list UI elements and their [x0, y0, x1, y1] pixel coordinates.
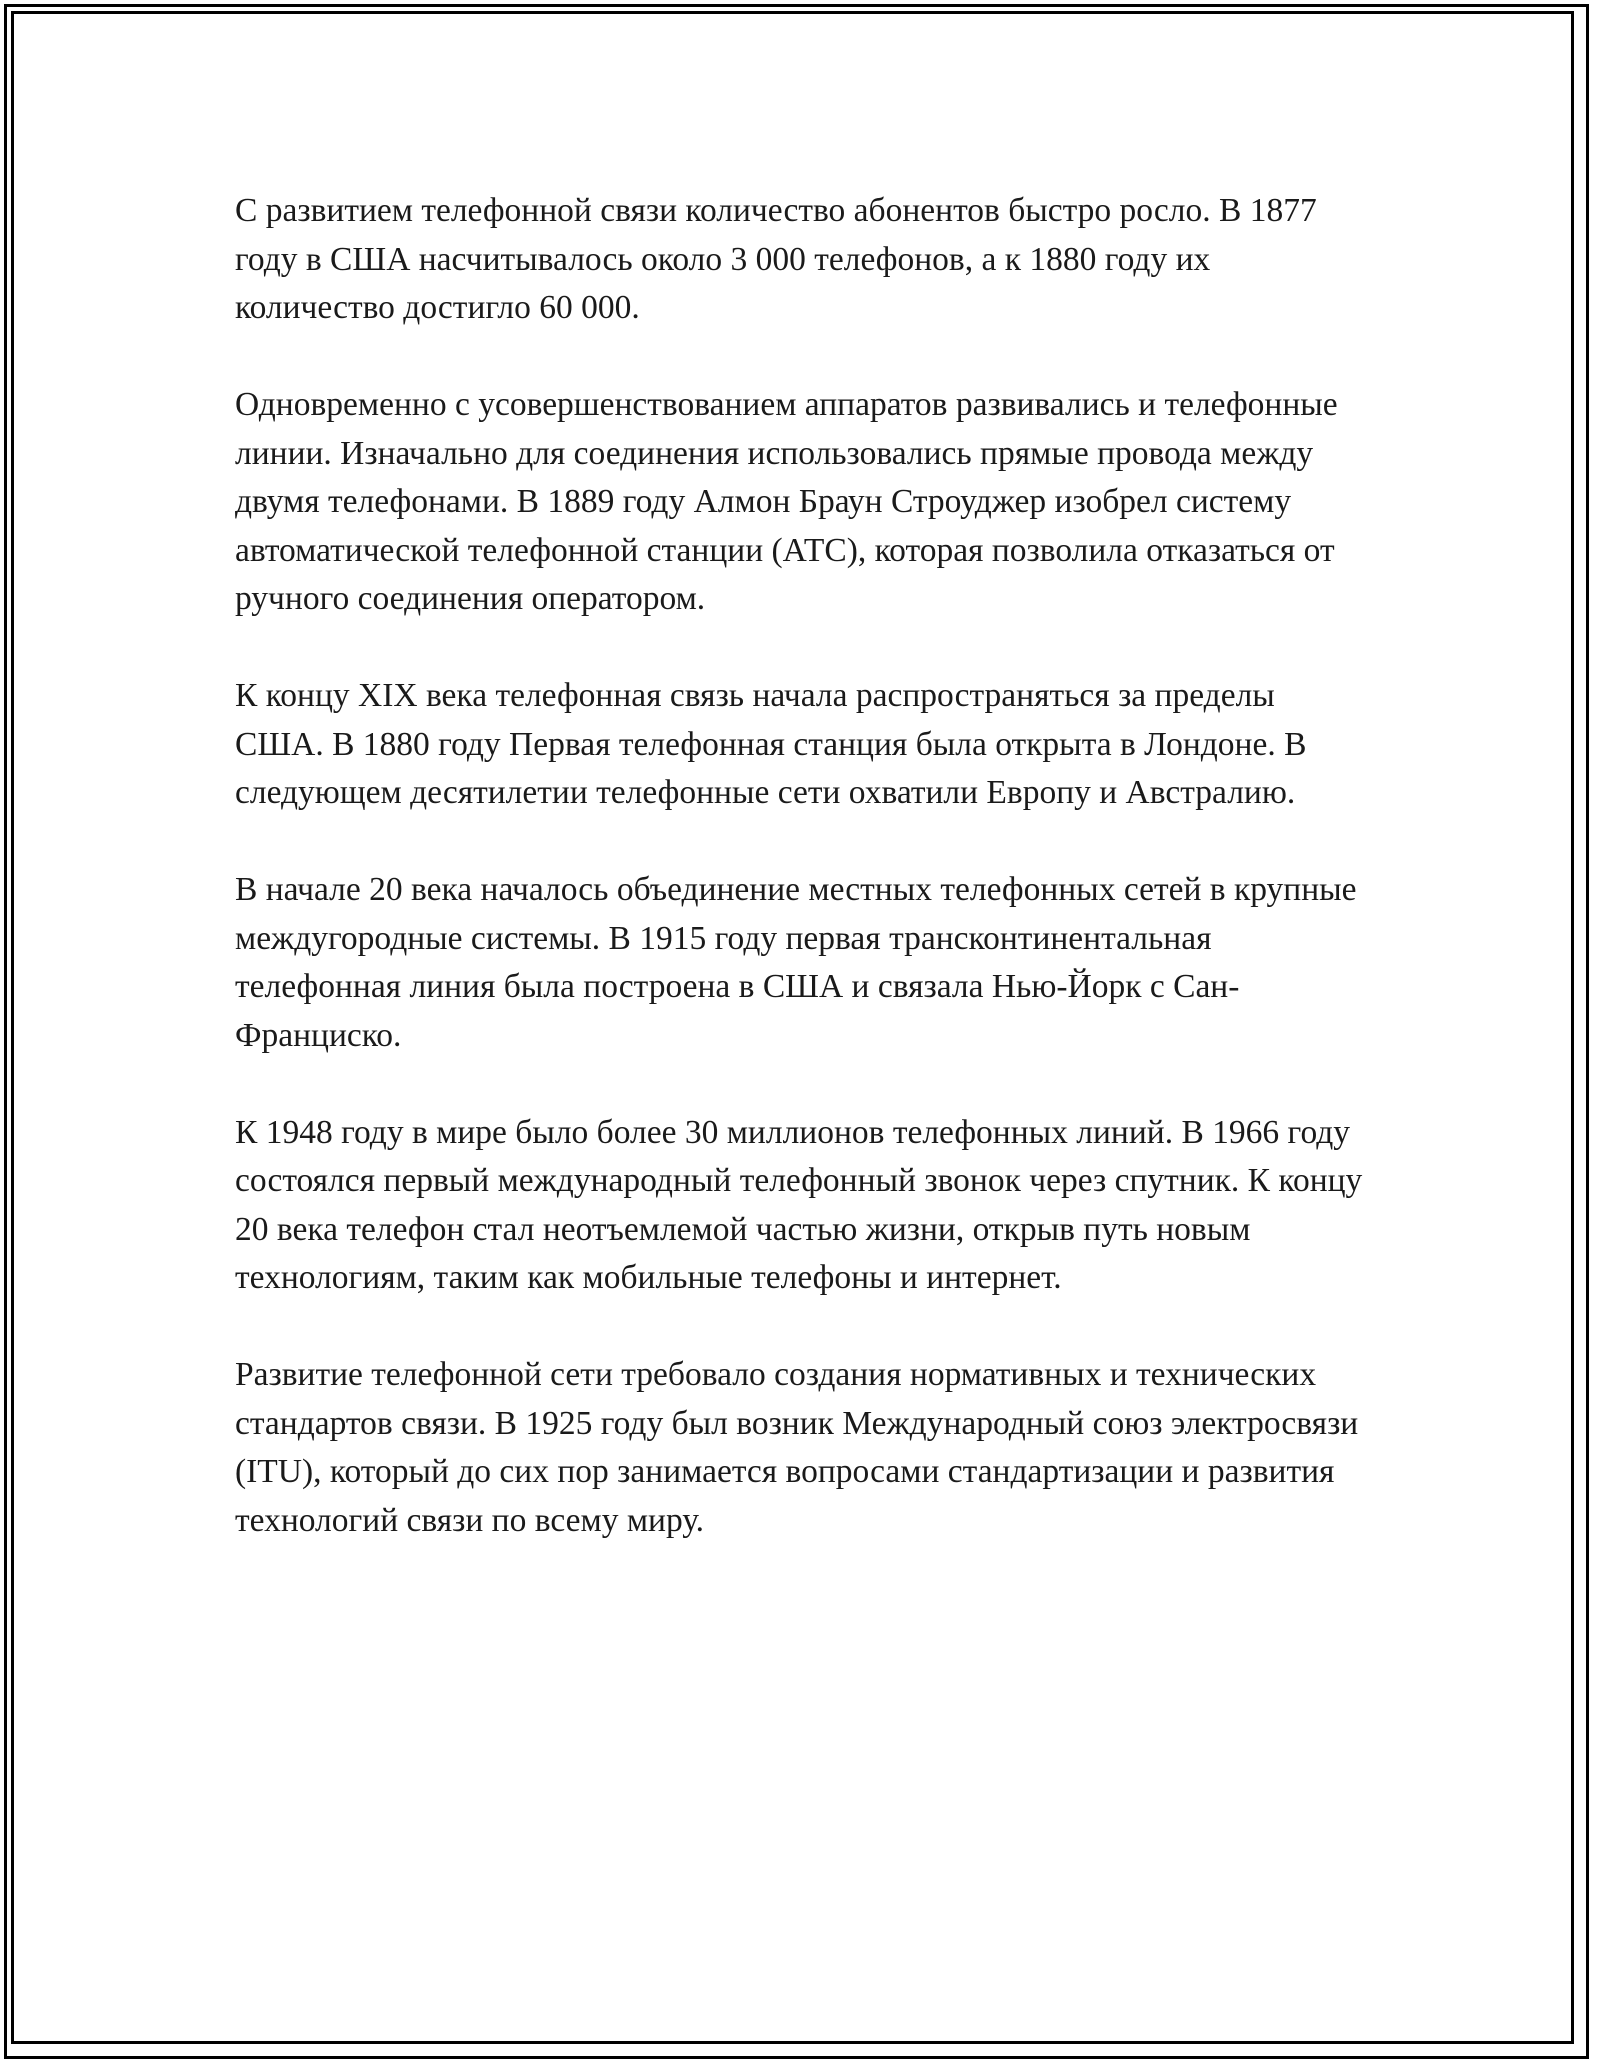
document-body [235, 187, 1370, 1594]
paragraph-6: Развитие телефонной сети требовало создания нормативных и технических стандартов связи. В 1925 году был возник Международный союз электросвязи (ITU), который до сих пор занимается вопросами стандартизации и развития технологий связи по всему миру. [235, 1356, 1359, 1539]
paragraph-4: В начале 20 века началось объединение местных телефонных сетей в крупные междугородные системы. В 1915 году первая трансконтинентальная телефонная линия была построена в США и связала Нью-Йорк с Сан-Франциско. [235, 871, 1357, 1054]
paragraph-3: К концу XIX века телефонная связь начала распространяться за пределы США. В 1880 году Первая телефонная станция была открыта в Лондоне. В следующем десятилетии телефонные сети охватили Европу и Австралию. [235, 677, 1307, 811]
paragraph-1: С развитием телефонной связи количество абонентов быстро росло. В 1877 году в США насчитывалось около 3 000 телефонов, а к 1880 году их количество достигло 60 000. [235, 192, 1317, 326]
paragraph-5: К 1948 году в мире было более 30 миллионов телефонных линий. В 1966 году состоялся первый международный телефонный звонок через спутник. К концу 20 века телефон стал неотъемлемой частью жизни, открыв путь новым технологиям, таким как мобильные телефоны и интернет. [235, 1113, 1363, 1296]
paragraph-2: Одновременно с усовершенствованием аппаратов развивались и телефонные линии. Изначально для соединения использовались прямые провода между двумя телефонами. В 1889 году Алмон Браун Строуджер изобрел систему автоматической телефонной станции (АТС), которая позволила отказаться от ручного соединения оператором. [235, 386, 1338, 617]
